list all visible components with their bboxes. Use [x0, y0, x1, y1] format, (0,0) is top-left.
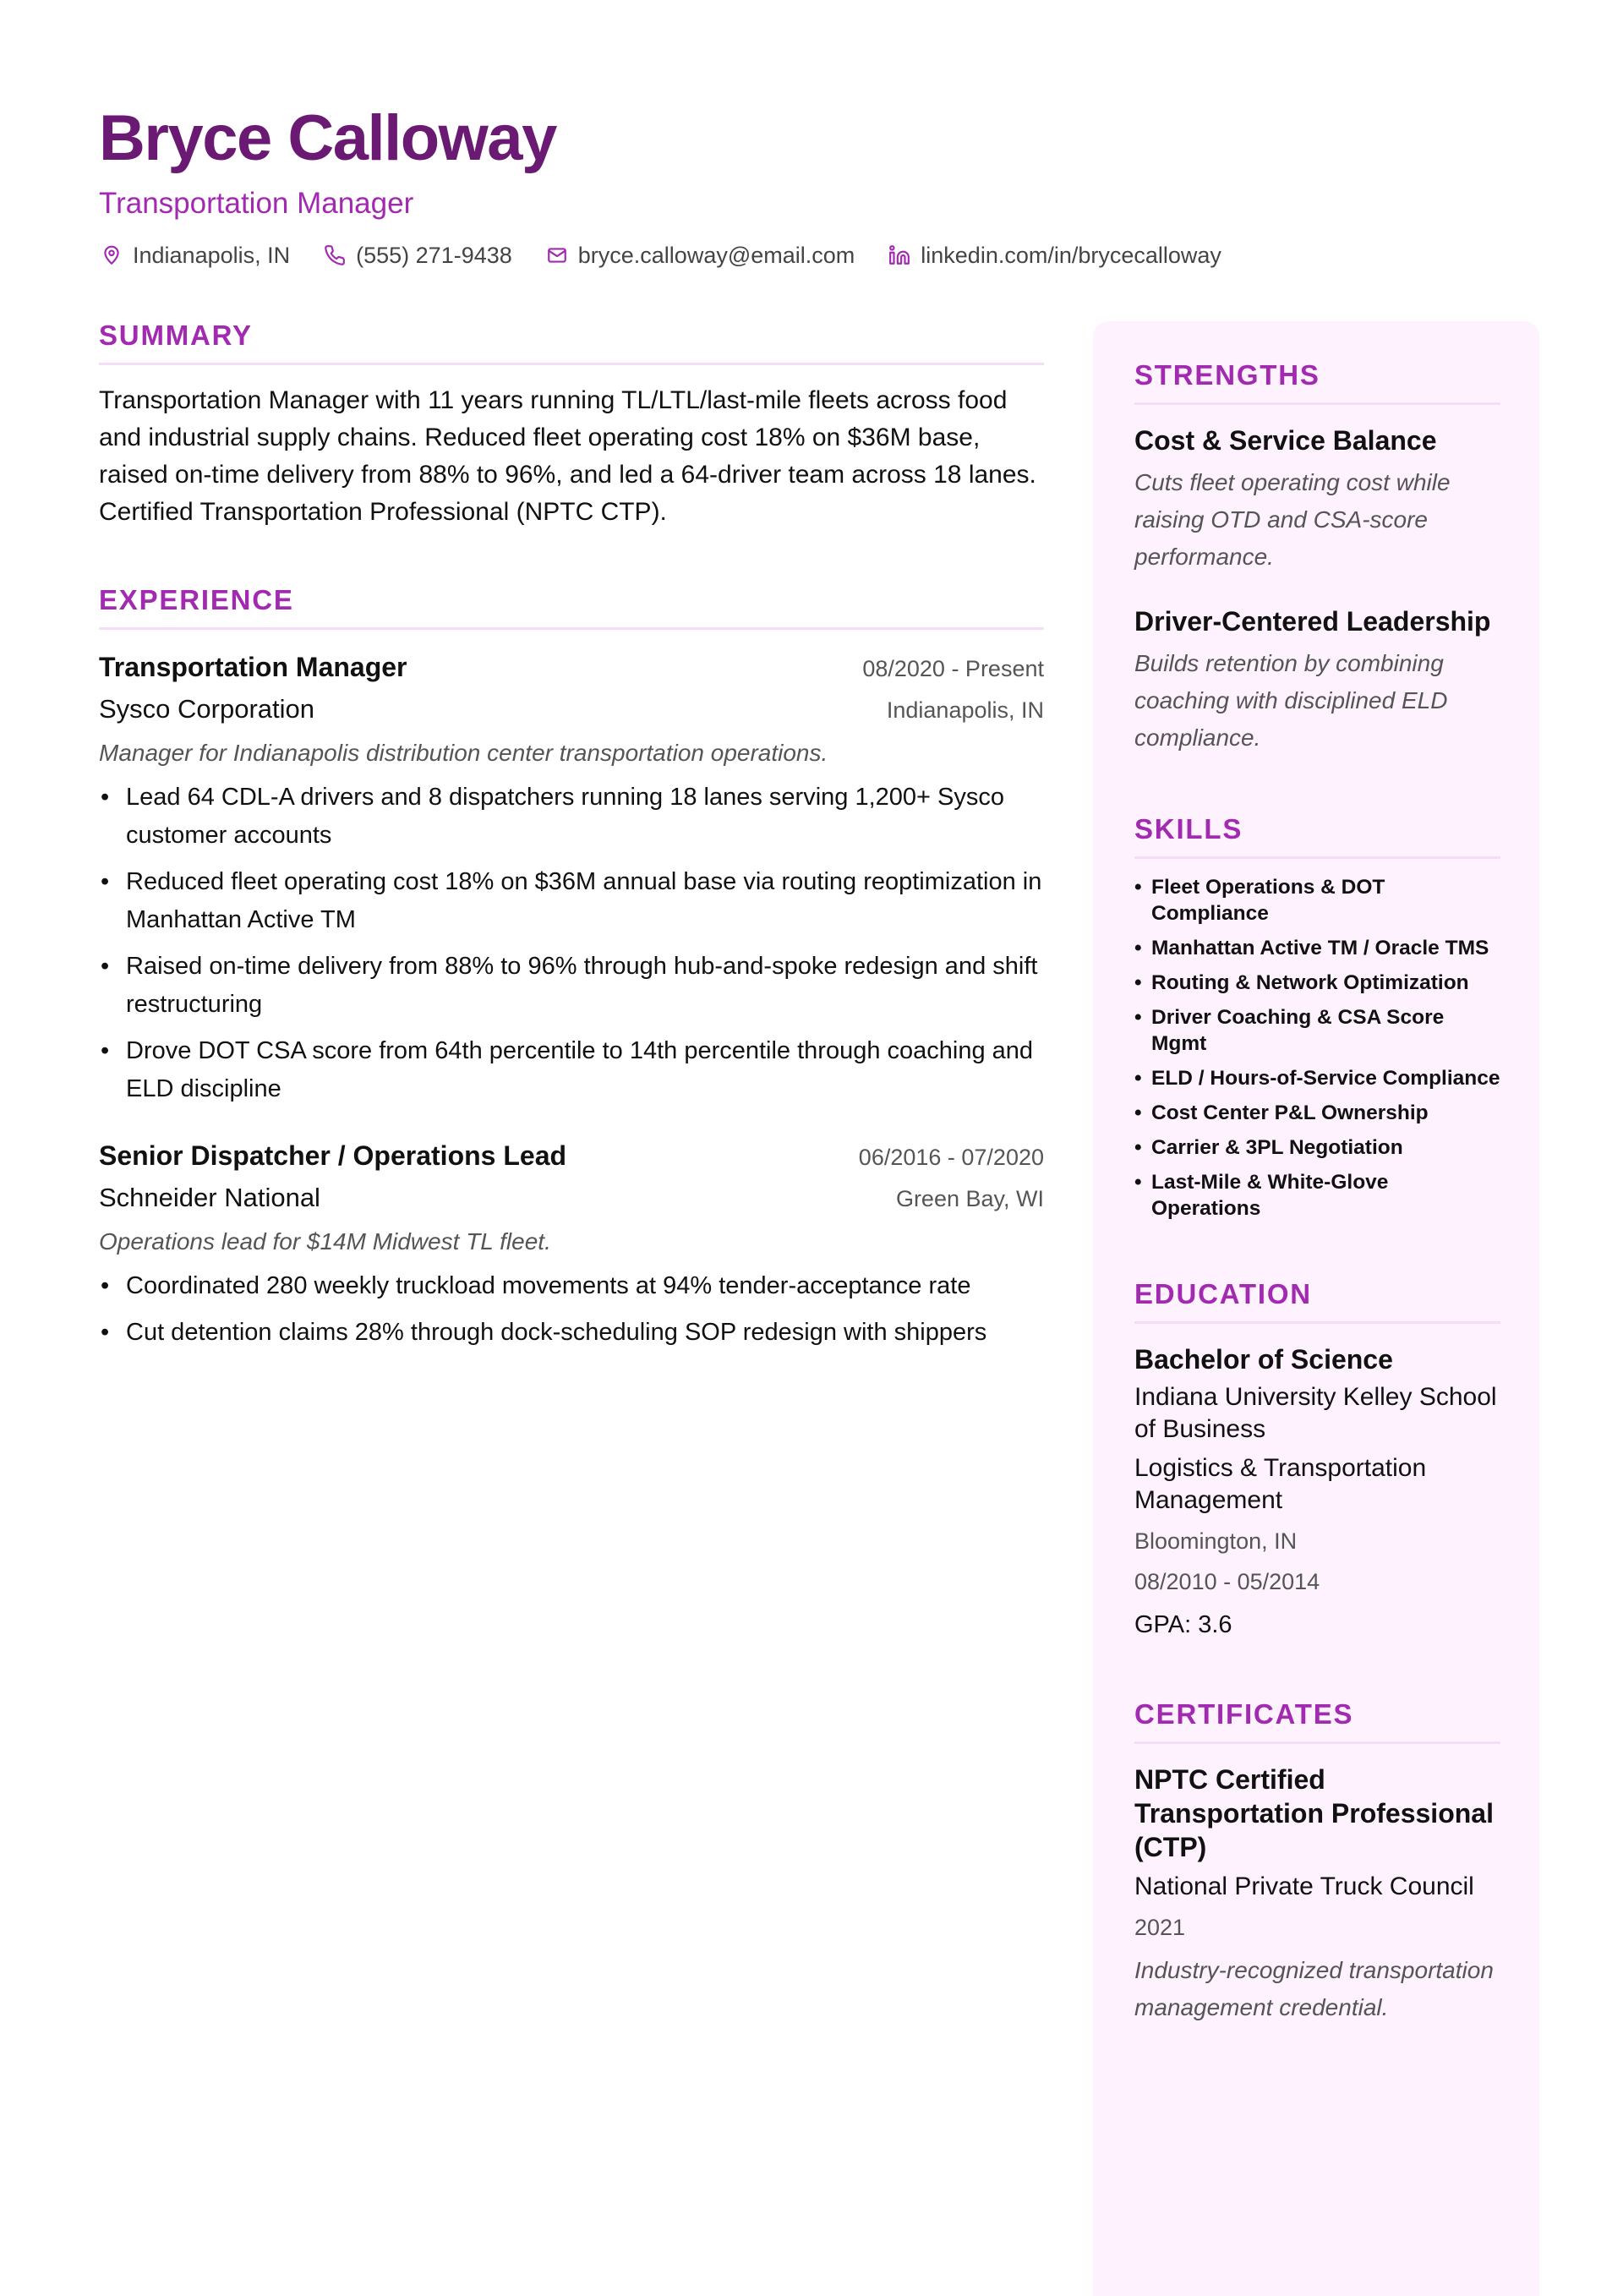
job-company: Sysco Corporation [99, 694, 315, 724]
job-entry [99, 1137, 1044, 1352]
candidate-role: Transportation Manager [99, 187, 414, 220]
strength-item [1134, 424, 1500, 576]
strength-item [1134, 604, 1500, 757]
contact-bar [99, 240, 1536, 271]
contact-location [99, 240, 290, 271]
job-bullets [99, 779, 1044, 1108]
education-school: Indiana University Kelley School of Business [1134, 1383, 1497, 1443]
mail-icon [544, 243, 570, 268]
strengths-section [1134, 357, 1500, 757]
linkedin-icon [887, 243, 912, 268]
job-company: Schneider National [99, 1183, 320, 1212]
contact-email[interactable] [544, 240, 855, 271]
certificate-issuer: National Private Truck Council [1134, 1872, 1474, 1900]
contact-phone[interactable] [322, 240, 512, 271]
strength-title: Cost & Service Balance [1134, 425, 1437, 456]
skill-item: • Carrier & 3PL Negotiation [1134, 1134, 1500, 1161]
job-location: Indianapolis, IN [886, 697, 1044, 723]
resume-header [99, 100, 1536, 271]
section-divider [1134, 402, 1500, 405]
section-divider [1134, 1741, 1500, 1744]
contact-phone-text: (555) 271-9438 [356, 243, 512, 268]
sidebar [1093, 321, 1539, 2296]
education-location: Bloomington, IN [1134, 1528, 1298, 1554]
map-pin-icon [99, 243, 124, 268]
contact-email-text: bryce.calloway@email.com [577, 243, 855, 268]
experience-heading: EXPERIENCE [99, 584, 294, 615]
skill-item: • Routing & Network Optimization [1134, 970, 1500, 996]
skill-item: • Manhattan Active TM / Oracle TMS [1134, 935, 1500, 961]
strengths-heading: STRENGTHS [1134, 359, 1320, 391]
section-divider [1134, 1321, 1500, 1324]
job-bullets [99, 1267, 1044, 1352]
skill-item: • ELD / Hours-of-Service Compliance [1134, 1065, 1500, 1091]
skills-heading: SKILLS [1134, 813, 1243, 845]
certificate-name: NPTC Certified Transportation Professional (CTP) [1134, 1764, 1494, 1862]
job-entry [99, 648, 1044, 1108]
job-bullet: • Lead 64 CDL-A drivers and 8 dispatchers running 18 lanes serving 1,200+ Sysco customer accounts [99, 779, 1044, 855]
section-divider [1134, 856, 1500, 859]
candidate-name: Bryce Calloway [99, 102, 556, 174]
summary-section [99, 317, 1044, 531]
skill-item: • Fleet Operations & DOT Compliance [1134, 874, 1500, 927]
job-location: Green Bay, WI [895, 1186, 1044, 1211]
job-bullet: • Coordinated 280 weekly truckload movements at 94% tender-acceptance rate [99, 1267, 1044, 1305]
education-degree: Bachelor of Science [1134, 1344, 1393, 1375]
certificates-section [1134, 1696, 1500, 2026]
job-title: Senior Dispatcher / Operations Lead [99, 1140, 567, 1171]
section-divider [99, 627, 1044, 630]
education-heading: EDUCATION [1134, 1278, 1312, 1309]
experience-section [99, 582, 1044, 1352]
job-dates: 08/2020 - Present [862, 656, 1044, 681]
contact-linkedin[interactable] [887, 240, 1221, 271]
skill-item: • Last-Mile & White-Glove Operations [1134, 1169, 1500, 1222]
education-gpa: GPA: 3.6 [1134, 1611, 1232, 1638]
education-dates: 08/2010 - 05/2014 [1134, 1569, 1320, 1594]
skill-item: • Cost Center P&L Ownership [1134, 1100, 1500, 1126]
skills-section [1134, 811, 1500, 1222]
main-column [99, 317, 1044, 1352]
strength-description: Cuts fleet operating cost while raising OTD and CSA-score performance. [1134, 469, 1451, 570]
job-description: Operations lead for $14M Midwest TL fleet. [99, 1228, 551, 1255]
strength-title: Driver-Centered Leadership [1134, 606, 1491, 637]
certificate-year: 2021 [1134, 1915, 1186, 1940]
certificate-description: Industry-recognized transportation management credential. [1134, 1957, 1494, 2020]
contact-linkedin-text: linkedin.com/in/brycecalloway [921, 243, 1221, 268]
job-bullet: • Cut detention claims 28% through dock-scheduling SOP redesign with shippers [99, 1314, 1044, 1352]
job-description: Manager for Indianapolis distribution center transportation operations. [99, 740, 828, 766]
education-section [1134, 1276, 1500, 1642]
job-dates: 06/2016 - 07/2020 [858, 1145, 1044, 1170]
job-bullet: • Raised on-time delivery from 88% to 96% through hub-and-spoke redesign and shift restructuring [99, 948, 1044, 1024]
summary-heading: SUMMARY [99, 320, 253, 351]
contact-location-text: Indianapolis, IN [133, 243, 291, 268]
phone-icon [322, 243, 347, 268]
certificates-heading: CERTIFICATES [1134, 1698, 1354, 1730]
summary-text: Transportation Manager with 11 years running TL/LTL/last-mile fleets across food and industrial supply chains. Reduced fleet operating cost 18% on $36M base, raised on-time delivery from 88% to 96%, and led a 64-driver team across 18 lanes. Certified Transportation Professional (NPTC CTP). [99, 386, 1036, 526]
strength-description: Builds retention by combining coaching with disciplined ELD compliance. [1134, 650, 1448, 751]
education-field: Logistics & Transportation Management [1134, 1454, 1427, 1514]
section-divider [99, 363, 1044, 365]
job-bullet: • Reduced fleet operating cost 18% on $36M annual base via routing reoptimization in Manhattan Active TM [99, 863, 1044, 939]
job-title: Transportation Manager [99, 652, 407, 682]
job-bullet: • Drove DOT CSA score from 64th percentile to 14th percentile through coaching and ELD discipline [99, 1032, 1044, 1108]
skills-list [1134, 874, 1500, 1222]
skill-item: • Driver Coaching & CSA Score Mgmt [1134, 1004, 1500, 1057]
